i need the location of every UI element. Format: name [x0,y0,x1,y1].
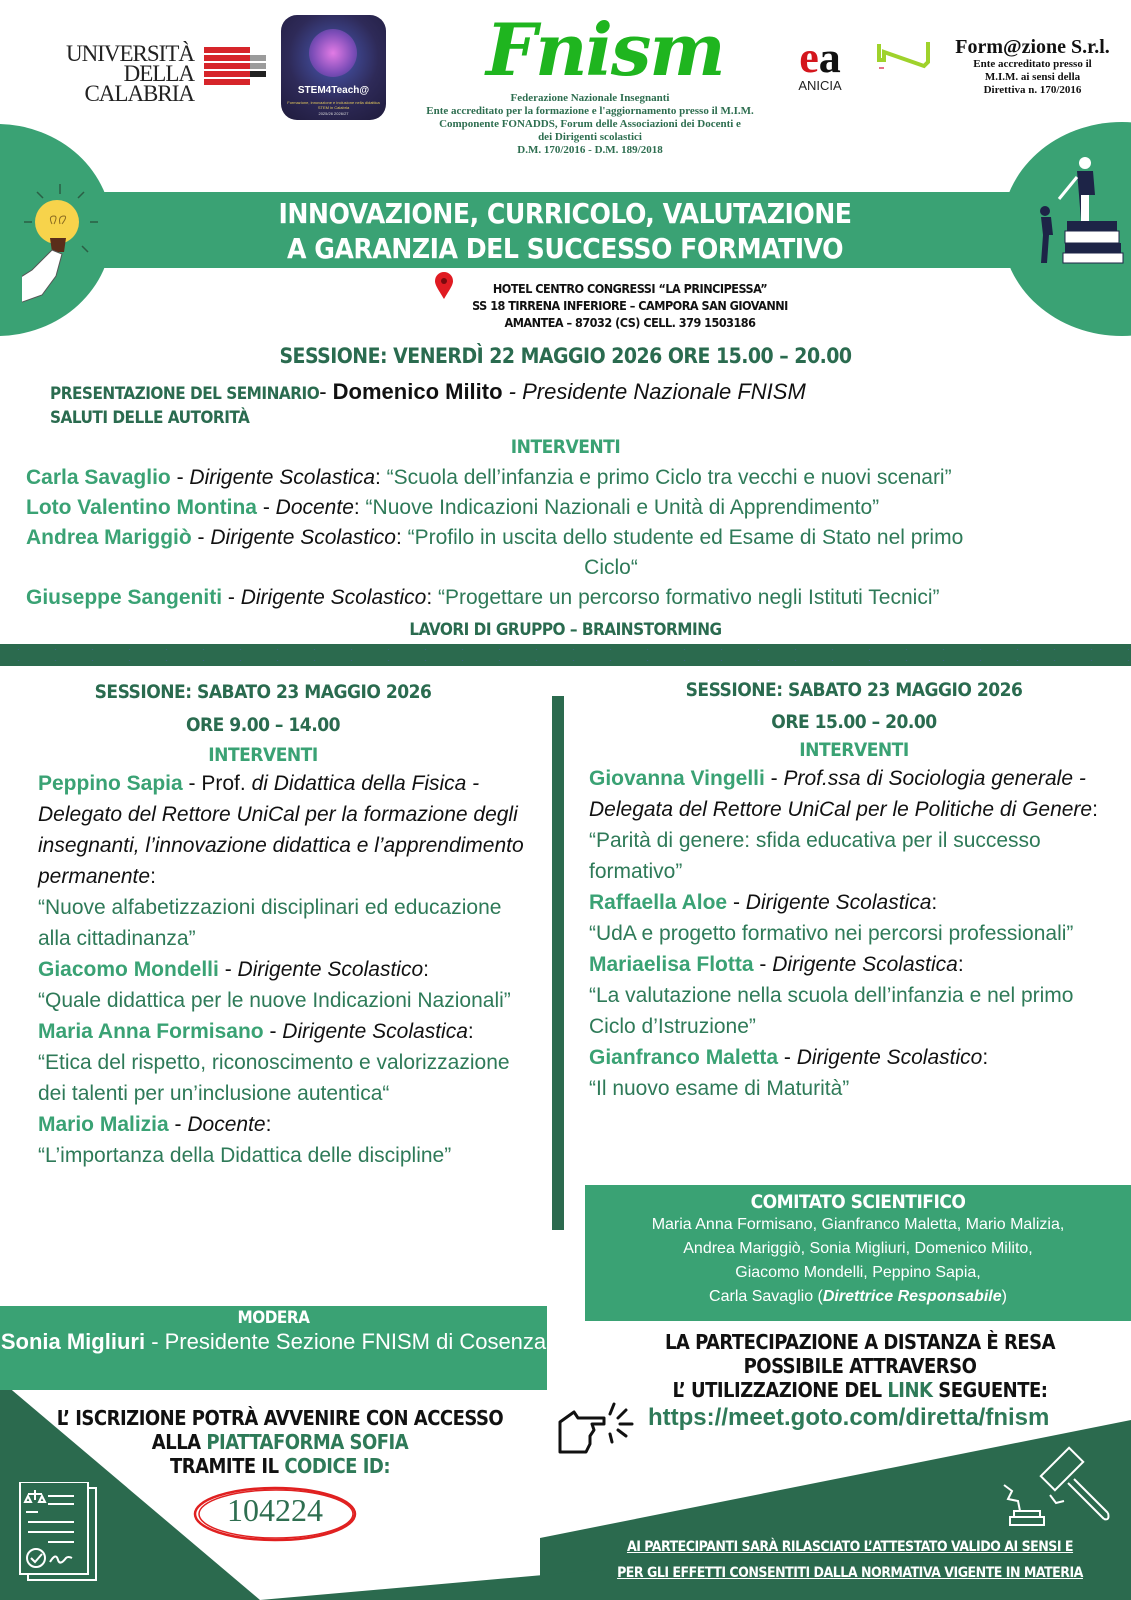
stem-atom-icon [309,29,357,77]
registration-line [20,1430,540,1454]
talk-item: Maria Anna Formisano - Dirigente Scolastica: “Etica del rispetto, riconoscimento e valorizzazione dei talenti per un’inclusione autentica“ [38,1020,510,1105]
venue-city-phone: AMANTEA – 87032 (CS) CELL. 379 1503186 [504,315,756,330]
gavel-icon [1000,1445,1120,1545]
session2-interventi-heading: INTERVENTI [208,744,318,766]
sofia-platform: PIATTAFORMA SOFIA [206,1430,409,1454]
stem-years: 2025/26 2026/27 [318,111,349,116]
remote-text: SEGUENTE: [932,1378,1048,1402]
presentation-label: PRESENTAZIONE DEL SEMINARIO [50,384,320,404]
talk-item: Giuseppe Sangeniti - Dirigente Scolastico: “Progettare un percorso formativo negli Istituti Tecnici” [26,586,940,609]
moderator-role: - Presidente Sezione FNISM di Cosenza [145,1329,547,1354]
speaker-name: Giovanna Vingelli [589,767,765,790]
speaker-role: Dirigente Scolastico [237,958,424,981]
speaker-role: Prof.ssa di Sociologia generale - Delegata del Rettore UniCal per le Politiche di Genere [589,767,1093,821]
column-divider [552,696,564,1230]
talk-item: Carla Savaglio - Dirigente Scolastica: “Scuola dell’infanzia e primo Ciclo tra vecchi e nuovi scenari” [26,466,952,489]
fnism-line: dei Dirigenti scolastici [538,131,642,143]
talk-title: “Scuola dell’infanzia e primo Ciclo tra vecchi e nuovi scenari” [386,466,952,489]
remote-text: L’ UTILIZZAZIONE DEL [672,1378,888,1402]
presenter-role: - Presidente Nazionale FNISM [502,379,806,404]
document-certificate-icon [18,1482,100,1582]
fnism-line: Federazione Nazionale Insegnanti [510,92,670,104]
formazione-line: M.I.M. ai sensi della [984,71,1081,83]
speaker-name: Raffaella Aloe [589,891,728,914]
presenter-sep: - [319,379,333,404]
fnism-description [380,92,800,157]
speaker-name: Giuseppe Sangeniti [26,586,223,609]
presenter-name: Domenico Milito [332,379,503,404]
speaker-name: Loto Valentino Montina [26,496,257,519]
speaker-name: Gianfranco Maletta [589,1046,779,1069]
event-title [200,196,930,266]
talk-title: “Nuove Indicazioni Nazionali e Unità di Apprendimento” [365,496,880,519]
session2-column [38,676,528,1171]
speaker-role: Dirigente Scolastica [282,1020,468,1043]
talk-item: Giovanna Vingelli - Prof.ssa di Sociologia generale - Delegata del Rettore UniCal per le Politiche di Genere: “Parità di genere: sfida educativa per il successo formativo” [589,767,1098,883]
speaker-role: Dirigente Scolastica [772,953,958,976]
venue-address [420,280,840,331]
talk-title: “Progettare un percorso formativo negli Istituti Tecnici” [437,586,940,609]
venue-name: HOTEL CENTRO CONGRESSI “LA PRINCIPESSA” [492,281,768,296]
scientific-committee [585,1185,1131,1321]
speaker-role: Docente [275,496,354,519]
committee-line: Giacomo Mondelli, Peppino Sapia, [735,1264,981,1281]
session2-time: ORE 9.00 – 14.00 [185,714,340,736]
fnism-logo: Fnism [486,7,724,92]
remote-line [600,1378,1120,1402]
seminar-presentation [50,378,1050,408]
formazione-logo-mark-icon [876,38,936,70]
committee-director-role: Direttrice Responsabile [822,1288,1002,1305]
talk-item: Mario Malizia - Docente: “L’importanza della Didattica delle discipline” [38,1113,452,1167]
venue-street: SS 18 TIRRENA INFERIORE – CAMPORA SAN GIOVANNI [472,298,788,313]
talk-title: “UdA e progetto formativo nei percorsi professionali” [589,922,1074,945]
moderator-name: Sonia Migliuri [0,1329,146,1354]
remote-line: POSSIBILE ATTRAVERSO [743,1354,977,1378]
session3-header: SESSIONE: SABATO 23 MAGGIO 2026 [685,679,1023,701]
unical-line2: DELLA CALABRIA [84,61,194,106]
event-title-line2: A GARANZIA DEL SUCCESSO FORMATIVO [286,232,844,265]
committee-director-name: Carla Savaglio ( [709,1288,823,1305]
speaker-role: Dirigente Scolastica [189,466,375,489]
unical-logo [14,41,264,106]
talk-item: Gianfranco Maletta - Dirigente Scolastico: “Il nuovo esame di Maturità” [589,1046,989,1100]
session2-header: SESSIONE: SABATO 23 MAGGIO 2026 [94,681,432,703]
committee-heading: COMITATO SCIENTIFICO [750,1191,966,1213]
unical-bars-icon [204,47,266,87]
code-value: 104224 [227,1492,323,1528]
moderator-label: MODERA [237,1308,310,1328]
talk-item: Raffaella Aloe - Dirigente Scolastica: “UdA e progetto formativo nei percorsi professionali” [589,891,1074,945]
anicia-name: ANICIA [798,78,842,93]
stem-subtitle: Formazione, innovazione e inclusione nella didattica STEM in Calabria [287,100,380,110]
talk-title-cont: Ciclo“ [584,556,638,579]
formazione-line: Direttiva n. 170/2016 [983,84,1082,96]
talk-title: “Il nuovo esame di Maturità” [589,1077,850,1100]
talk-title: “Etica del rispetto, riconoscimento e valorizzazione dei talenti per un’inclusione autentica“ [38,1051,510,1105]
event-title-line1: INNOVAZIONE, CURRICOLO, VALUTAZIONE [278,197,852,230]
registration-line: L’ ISCRIZIONE POTRÀ AVVENIRE CON ACCESSO [56,1406,504,1430]
workshop-label: LAVORI DI GRUPPO – BRAINSTORMING [409,620,722,640]
session3-time: ORE 15.00 – 20.00 [771,711,937,733]
helping-hand-books-icon [1015,155,1125,275]
session3-column [589,674,1119,1104]
speaker-role: Dirigente Scolastico [796,1046,983,1069]
speaker-name: Peppino Sapia [38,772,183,795]
fnism-line: D.M. 170/2016 - D.M. 189/2018 [517,144,663,156]
fnism-line: Ente accreditato per la formazione e l'aggiornamento presso il M.I.M. [426,105,754,117]
speaker-role: Dirigente Scolastica [745,891,932,914]
committee-line: Andrea Mariggiò, Sonia Migliuri, Domenico Milito, [683,1240,1033,1257]
session3-interventi-heading: INTERVENTI [799,739,909,761]
session1-interventi-heading: INTERVENTI [510,436,621,458]
meeting-link[interactable]: https://meet.goto.com/diretta/fnism [648,1404,1050,1431]
remote-participation-notice [600,1330,1120,1402]
talk-title: “Profilo in uscita dello studente ed Esame di Stato nel primo [407,526,964,549]
committee-close-paren: ) [1001,1288,1007,1305]
registration-text: ALLA [151,1430,207,1454]
speaker-role: Dirigente Scolastico [240,586,427,609]
remote-link-word: LINK [887,1378,933,1402]
session1-header: SESSIONE: VENERDÌ 22 MAGGIO 2026 ORE 15.00 – 20.00 [279,344,852,368]
talk-title: “L’importanza della Didattica delle discipline” [38,1144,452,1167]
speaker-name: Carla Savaglio [26,466,171,489]
talk-item: Mariaelisa Flotta - Dirigente Scolastica: “La valutazione nella scuola dell’infanzia e nel primo Ciclo d’Istruzione” [589,953,1074,1038]
pointing-hand-icon [556,1396,646,1458]
talk-item: Loto Valentino Montina - Docente: “Nuove Indicazioni Nazionali e Unità di Apprendimento” [26,496,880,519]
speaker-name: Andrea Mariggiò [26,526,192,549]
talk-title: “Parità di genere: sfida educativa per il successo formativo” [589,829,1041,883]
stem-title: STEM4Teach@ [297,85,370,96]
speaker-role: di Didattica della Fisica - Delegato del Rettore UniCal per la formazione degli insegnanti, l’innovazione didattica e l’apprendimento permanente [38,772,524,888]
section-divider [0,644,1131,666]
greetings-label: SALUTI DELLE AUTORITÀ [50,408,250,428]
lightbulb-hand-icon [22,180,102,320]
certificate-line: PER GLI EFFETTI CONSENTITI DALLA NORMATIVA VIGENTE IN MATERIA [617,1565,1083,1581]
registration-notice [20,1406,540,1478]
code-label: CODICE ID: [284,1454,391,1478]
talk-title: “Nuove alfabetizzazioni disciplinari ed educazione alla cittadinanza” [38,896,502,950]
talk-title: “Quale didattica per le nuove Indicazioni Nazionali” [38,989,511,1012]
certificate-notice [580,1534,1120,1586]
registration-line [20,1454,540,1478]
registration-code [190,1484,360,1544]
talk-item: Andrea Mariggiò - Dirigente Scolastico: “Profilo in uscita dello studente ed Esame di Stato nel primo Ciclo“ [26,523,1126,583]
unical-line1: UNIVERSITÀ [66,41,194,66]
anicia-logo: ea ANICIA [780,38,860,98]
moderator-box [0,1306,547,1390]
speaker-prefix: Prof. [201,772,246,795]
stem4teach-logo [281,15,386,120]
speaker-name: Giacomo Mondelli [38,958,219,981]
formazione-title: Form@zione S.r.l. [955,36,1110,58]
certificate-line: AI PARTECIPANTI SARÀ RILASCIATO L’ATTESTATO VALIDO AI SENSI E [626,1539,1074,1555]
session1-talks [26,463,1126,613]
committee-line [585,1285,1131,1309]
speaker-name: Mario Malizia [38,1113,169,1136]
speaker-role: Docente [187,1113,266,1136]
talk-item: Peppino Sapia - Prof. di Didattica della Fisica - Delegato del Rettore UniCal per la formazione degli insegnanti, l’innovazione didattica e l’apprendimento permanente: “Nuove alfabetizzazioni disciplinari ed educazione alla cittadinanza” [38,772,524,950]
speaker-name: Mariaelisa Flotta [589,953,754,976]
speaker-name: Maria Anna Formisano [38,1020,264,1043]
remote-line: LA PARTECIPAZIONE A DISTANZA È RESA [664,1330,1056,1354]
formazione-logo [940,36,1125,97]
speaker-role: Dirigente Scolastico [210,526,396,549]
registration-text: TRAMITE IL [169,1454,285,1478]
committee-line: Maria Anna Formisano, Gianfranco Maletta, Mario Malizia, [651,1216,1065,1233]
formazione-line: Ente accreditato presso il [973,58,1092,70]
talk-title: “La valutazione nella scuola dell’infanzia e nel primo Ciclo d’Istruzione” [589,984,1074,1038]
fnism-line: Componente FONADDS, Forum delle Associazioni dei Docenti e [439,118,741,130]
talk-item: Giacomo Mondelli - Dirigente Scolastico: “Quale didattica per le nuove Indicazioni Nazionali” [38,958,511,1012]
